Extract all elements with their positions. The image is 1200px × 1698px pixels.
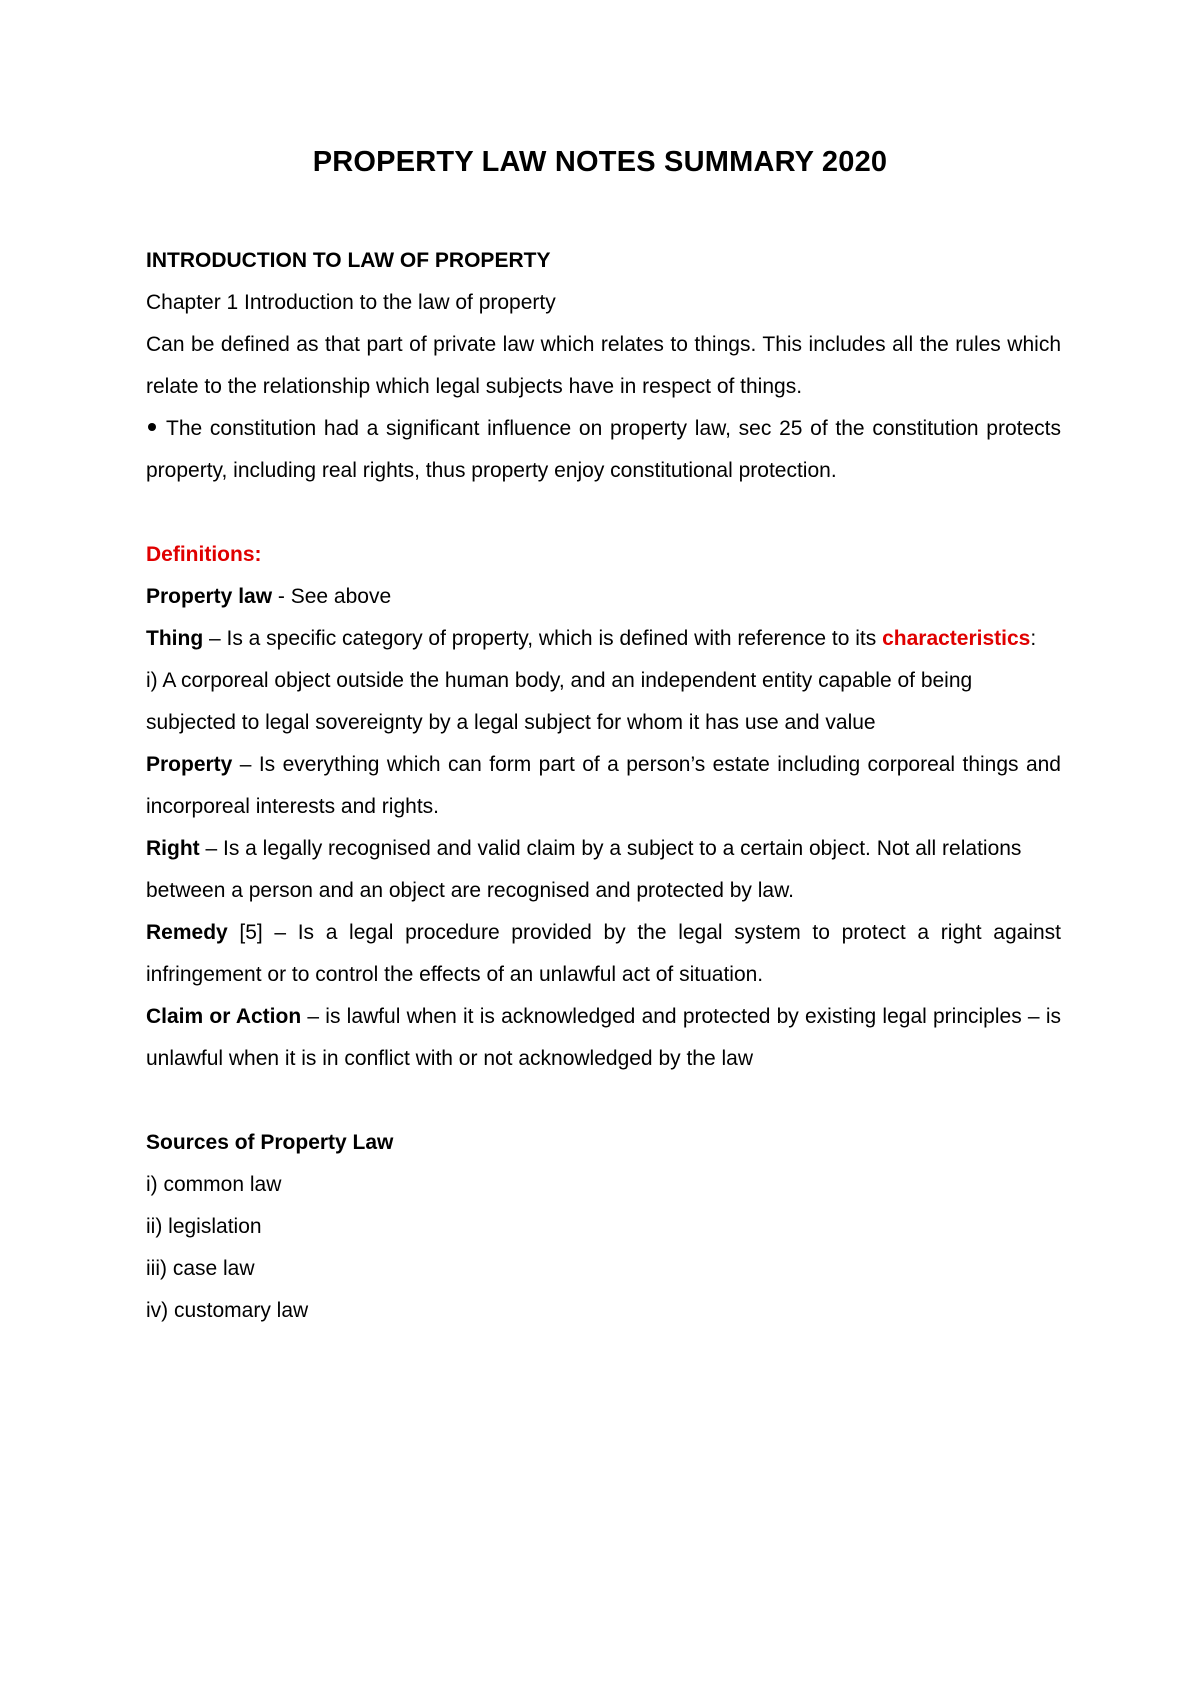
definition-property — [146, 744, 1061, 828]
text-remedy: [5] – Is a legal procedure provided by the legal system to protect a right against infringement or to control the effects of an unlawful act of situation. — [146, 921, 1061, 986]
definition-claim — [146, 996, 1061, 1080]
term-thing: Thing — [146, 627, 204, 650]
characteristics-colon: : — [1030, 627, 1037, 650]
document-title: PROPERTY LAW NOTES SUMMARY 2020 — [312, 146, 888, 178]
source-item: ii) legislation — [146, 1215, 262, 1238]
term-characteristics: characteristics — [882, 627, 1031, 650]
term-property-law: Property law — [146, 585, 273, 608]
definition-right — [146, 828, 1061, 912]
definition-thing — [146, 618, 1061, 660]
source-item: i) common law — [146, 1173, 282, 1196]
definitions-heading: Definitions: — [146, 543, 262, 566]
spacer — [146, 492, 1061, 534]
term-right: Right — [146, 837, 200, 860]
document-body — [146, 240, 1061, 1332]
text-right: – Is a legally recognised and valid claim by a subject to a certain object. Not all relations between a person and an object are recognised and protected by law. — [146, 837, 1022, 902]
definition-thing-i: i) A corporeal object outside the human body, and an independent entity capable of being subjected to legal sovereignty by a legal subject for whom it has use and value — [146, 669, 973, 734]
intro-bullet-text: The constitution had a significant influence on property law, sec 25 of the constitution protects property, including real rights, thus property enjoy constitutional protection. — [146, 417, 1061, 482]
definition-remedy — [146, 912, 1061, 996]
definition-property-law — [146, 576, 1061, 618]
chapter-heading: Chapter 1 Introduction to the law of property — [146, 291, 556, 314]
term-property: Property — [146, 753, 233, 776]
source-item: iii) case law — [146, 1257, 255, 1280]
text-claim: – is lawful when it is acknowledged and protected by existing legal principles – is unlawful when it is in conflict with or not acknowledged by the law — [146, 1005, 1061, 1070]
text-property-law: - See above — [272, 585, 392, 608]
intro-definition: Can be defined as that part of private law which relates to things. This includes all the rules which relate to the relationship which legal subjects have in respect of things. — [146, 333, 1061, 398]
spacer — [146, 1080, 1061, 1122]
intro-heading: INTRODUCTION TO LAW OF PROPERTY — [146, 249, 551, 272]
term-remedy: Remedy — [146, 921, 228, 944]
sources-heading: Sources of Property Law — [146, 1131, 394, 1154]
text-property: – Is everything which can form part of a person’s estate including corporeal things and incorporeal interests and rights. — [146, 753, 1061, 818]
term-claim: Claim or Action — [146, 1005, 302, 1028]
bullet-icon — [148, 423, 156, 431]
source-item: iv) customary law — [146, 1299, 309, 1322]
intro-bullet — [146, 408, 1061, 492]
text-thing: – Is a specific category of property, which is defined with reference to its — [203, 627, 883, 650]
